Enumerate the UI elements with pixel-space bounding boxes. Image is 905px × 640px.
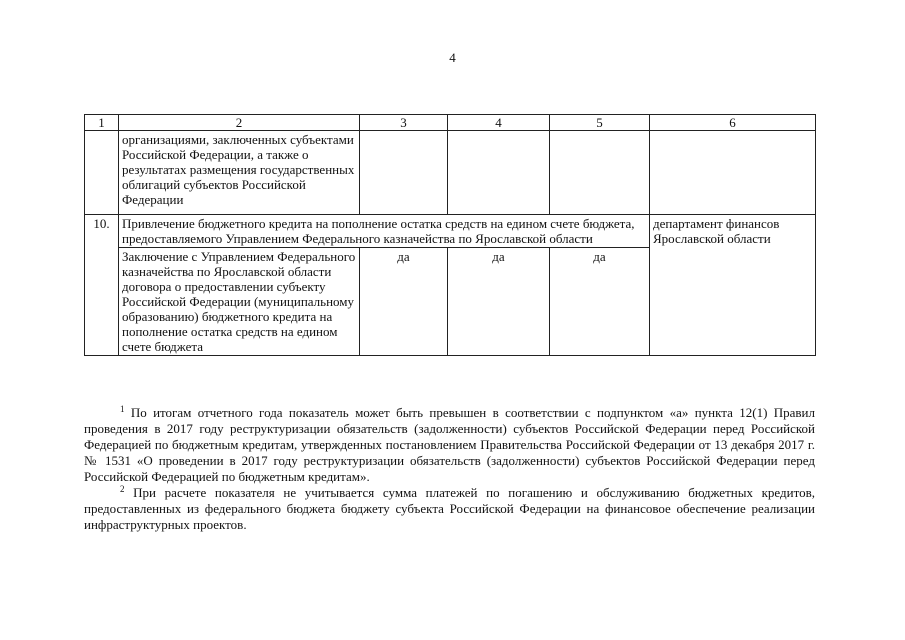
sub-item-cell: Заключение с Управлением Федерального казначейства по Ярославской области договора о предоставлении субъекту Российской Федерации (муниципальному образованию) бюджетного кредита на пополнение остатка средств на едином счете бюджета [119, 248, 360, 356]
column-header: 3 [360, 115, 448, 131]
value-cell: да [360, 248, 448, 356]
page-number: 4 [449, 50, 456, 65]
value-cell: да [550, 248, 650, 356]
footnote-text: При расчете показателя не учитывается сумма платежей по погашению и обслуживанию бюджетных кредитов, предоставленных из федерального бюджета бюджету субъекта Российской Федерации на финансовое обеспечение реализации инфраструктурных проектов. [84, 485, 815, 532]
table-cell [650, 131, 816, 215]
column-header: 1 [85, 115, 119, 131]
value-cell: да [448, 248, 550, 356]
table-cell [360, 131, 448, 215]
row-number-cell [85, 131, 119, 215]
column-header: 5 [550, 115, 650, 131]
continued-text-cell: организациями, заключенных субъектами Российской Федерации, а также о результатах размещения государственных облигаций субъектов Российской Федерации [119, 131, 360, 215]
footnote-text: По итогам отчетного года показатель может быть превышен в соответствии с подпунктом «а» пункта 12(1) Правил проведения в 2017 году реструктуризации обязательств (задолженности) субъектов Российской Федерации перед Российской Федерацией по бюджетным кредитам, утвержденных постановлением Правительства Российской Федерации от 13 декабря 2017 г. № 1531 «О проведении в 2017 году реструктуризации обязательств (задолженности) субъектов Российской Федерации перед Российской Федерацией по бюджетным кредитам». [84, 405, 815, 484]
row-title-cell: Привлечение бюджетного кредита на пополнение остатка средств на едином счете бюджета, предоставляемого Управлением Федерального казначейства по Ярославской области [119, 215, 650, 248]
table-cell [550, 131, 650, 215]
footnote-mark: 2 [120, 484, 125, 494]
indicators-table [84, 114, 816, 356]
footnote [84, 405, 815, 485]
footnote-mark: 1 [120, 404, 125, 414]
footnote [84, 485, 815, 533]
column-header: 4 [448, 115, 550, 131]
table-row [85, 131, 816, 215]
table-header-row [85, 115, 816, 131]
footnotes [84, 405, 815, 533]
column-header: 6 [650, 115, 816, 131]
row-number-cell: 10. [85, 215, 119, 356]
table-row [85, 215, 816, 248]
column-header: 2 [119, 115, 360, 131]
table-cell [448, 131, 550, 215]
responsible-cell: департамент финансов Ярославской области [650, 215, 816, 356]
